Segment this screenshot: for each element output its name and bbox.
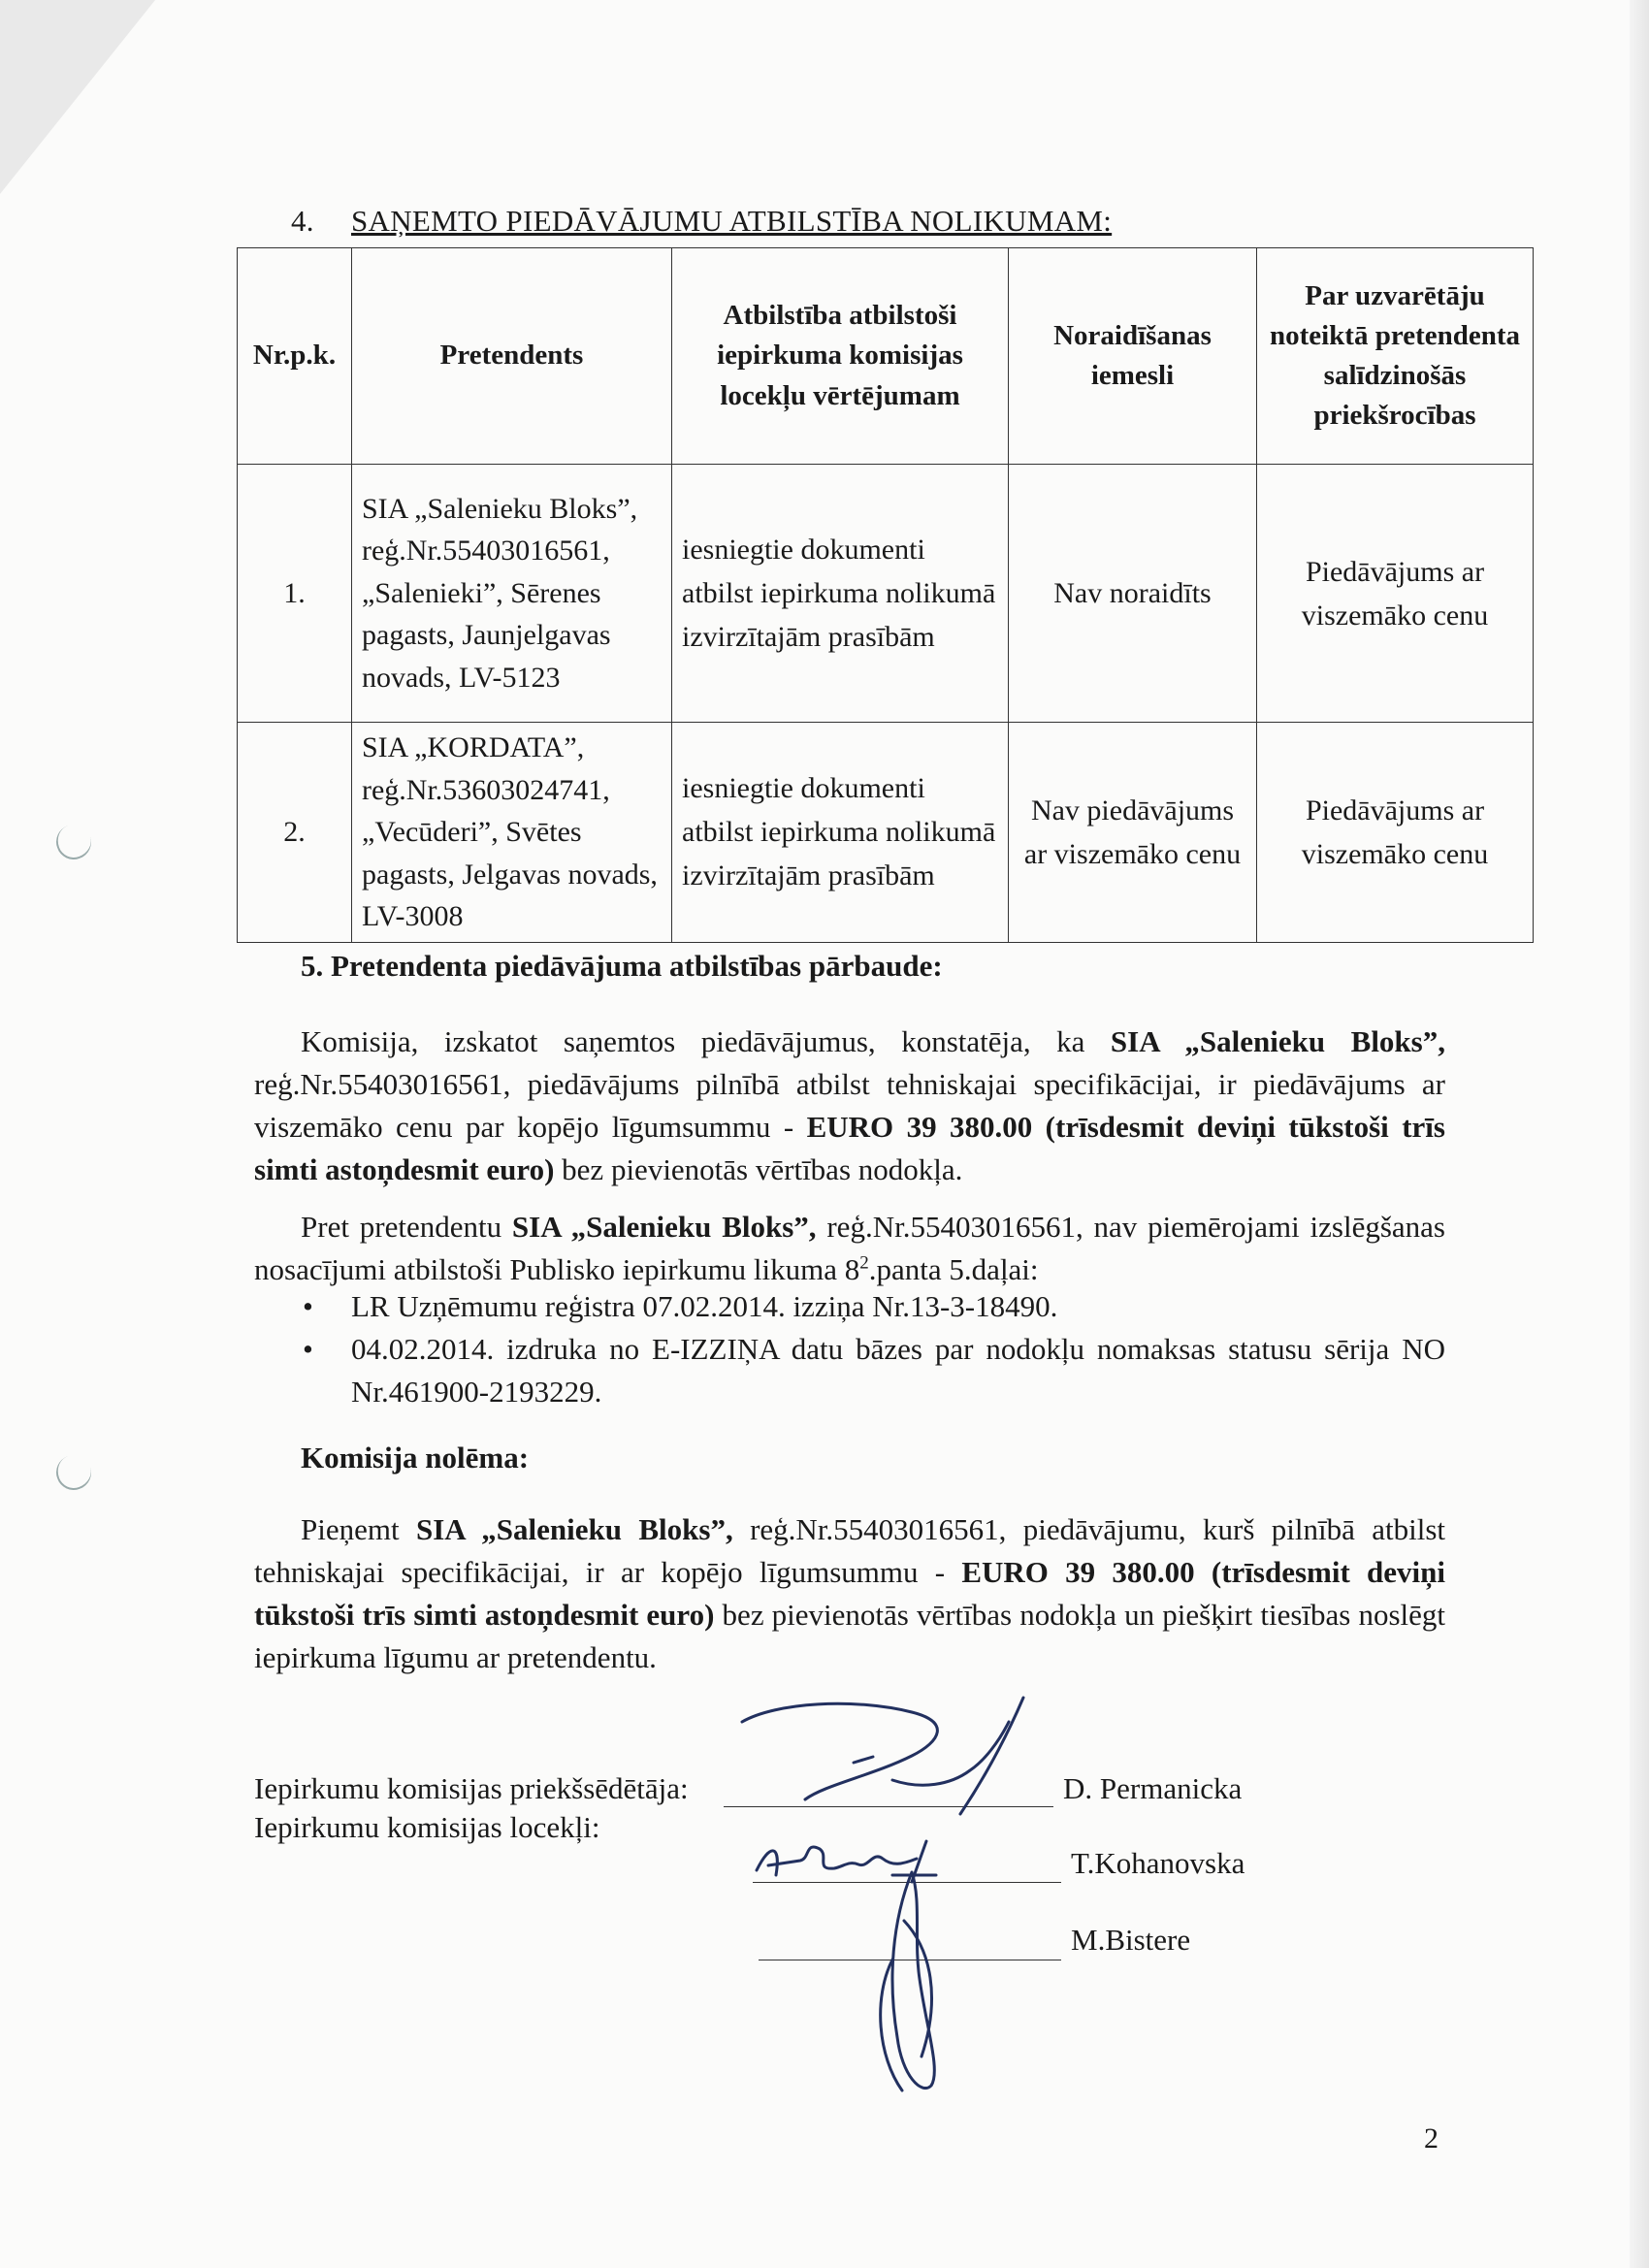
offers-table [237, 247, 1534, 943]
header-cell: Nr.p.k. [238, 248, 352, 465]
table-row [238, 465, 1534, 723]
evaluation-paragraph [254, 1021, 1445, 1191]
pretendent-cell: SIA „Salenieku Bloks”, reģ.Nr.55403016561, „Salenieki”, Sērenes pagasts, Jaunjelgavas novads, LV-5123 [352, 465, 672, 723]
superscript: 2 [859, 1252, 869, 1274]
text-run: bez pievienotās vērtības nodokļa un piešķirt tiesības noslēgt iepirkuma līgumu ar pretendentu. [254, 1598, 1445, 1675]
contract-amount: EURO 39 380.00 (trīsdesmit deviņi tūkstoši trīs simti astoņdesmit euro) [254, 1110, 1445, 1187]
header-cell: Atbilstība atbilstoši iepirkuma komisijas locekļu vērtējumam [672, 248, 1009, 465]
header-cell: Noraidīšanas iemesli [1009, 248, 1257, 465]
company-name: SIA „Salenieku Bloks”, [415, 1512, 733, 1546]
punch-hole-mark [51, 820, 96, 864]
table-row [238, 723, 1534, 943]
text-run: reģ.Nr.55403016561, nav piemērojami izslēgšanas nosacījumi atbilstoši Publisko iepirkumu likuma 8 [254, 1210, 1445, 1287]
signer-name: M.Bistere [1071, 1923, 1191, 1957]
resolution-heading: Komisija nolēma: [301, 1441, 530, 1474]
text-run: Komisija, izskatot saņemtos piedāvājumus, konstatēja, ka [301, 1024, 1111, 1058]
section-4-heading [291, 204, 1112, 239]
text-run: reģ.Nr.55403016561, piedāvājumu, kurš pilnībā atbilst tehniskajai specifikācijai, ir ar kopējo līgumsummu - [254, 1512, 1445, 1590]
section-5-heading: 5. Pretendenta piedāvājuma atbilstības pārbaude: [301, 949, 943, 983]
rejection-reason-cell: Nav piedāvājums ar viszemāko cenu [1009, 723, 1257, 943]
pretendent-cell: SIA „KORDATA”, reģ.Nr.53603024741, „Vecūderi”, Svētes pagasts, Jelgavas novads, LV-3008 [352, 723, 672, 943]
compliance-cell: iesniegtie dokumenti atbilst iepirkuma nolikumā izvirzītajām prasībām [672, 723, 1009, 943]
handwritten-signature [718, 1693, 1067, 1819]
header-cell: Pretendents [352, 248, 672, 465]
section-number: 4. [291, 204, 314, 238]
text-run: reģ.Nr.55403016561, piedāvājums pilnībā atbilst tehniskajai specifikācijai, ir piedāvājums ar viszemāko cenu par kopējo līgumsummu - [254, 1067, 1445, 1145]
compliance-cell: iesniegtie dokumenti atbilst iepirkuma nolikumā izvirzītajām prasībām [672, 465, 1009, 723]
bullet-icon: • [303, 1332, 313, 1367]
signer-name: T.Kohanovska [1071, 1846, 1245, 1880]
list-item [254, 1285, 1445, 1328]
row-number: 2. [238, 723, 352, 943]
advantages-cell: Piedāvājums ar viszemāko cenu [1257, 465, 1534, 723]
bullet-icon: • [303, 1289, 313, 1323]
text-run: bez pievienotās vērtības nodokļa. [554, 1152, 963, 1187]
section-title: SAŅEMTO PIEDĀVĀJUMU ATBILSTĪBA NOLIKUMAM: [350, 204, 1113, 238]
text-run: Pret pretendentu [301, 1210, 512, 1244]
text-run: Pieņemt [301, 1512, 416, 1546]
handwritten-signature [854, 1863, 970, 2115]
list-item [254, 1328, 1445, 1413]
evidence-list [254, 1285, 1445, 1413]
punch-hole-mark [51, 1450, 96, 1495]
row-number: 1. [238, 465, 352, 723]
list-item-text: 04.02.2014. izdruka no E-IZZIŅA datu bāzes par nodokļu nomaksas statusu sērija NO Nr.461900-2193229. [351, 1332, 1445, 1409]
advantages-cell: Piedāvājums ar viszemāko cenu [1257, 723, 1534, 943]
rejection-reason-cell: Nav noraidīts [1009, 465, 1257, 723]
contract-amount: EURO 39 380.00 (trīsdesmit deviņi tūkstoši trīs simti astoņdesmit euro) [254, 1555, 1446, 1633]
company-name: SIA „Salenieku Bloks”, [1110, 1024, 1445, 1058]
table-header-row [238, 248, 1534, 465]
members-label: Iepirkumu komisijas locekļi: [254, 1810, 600, 1844]
list-item-text: LR Uzņēmumu reģistra 07.02.2014. izziņa Nr.13-3-18490. [351, 1289, 1058, 1323]
header-cell: Par uzvarētāju noteiktā pretendenta salīdzinošās priekšrocības [1257, 248, 1534, 465]
page-corner-fold [0, 0, 155, 194]
signer-name: D. Permanicka [1063, 1771, 1243, 1805]
text-run: .panta 5.daļai: [868, 1252, 1039, 1287]
chair-label: Iepirkumu komisijas priekšsēdētāja: [254, 1771, 689, 1805]
exclusion-paragraph [254, 1206, 1445, 1291]
page-edge-shadow [1630, 0, 1649, 2268]
company-name: SIA „Salenieku Bloks”, [511, 1210, 817, 1244]
resolution-paragraph [254, 1508, 1445, 1679]
page-number: 2 [1424, 2122, 1439, 2155]
